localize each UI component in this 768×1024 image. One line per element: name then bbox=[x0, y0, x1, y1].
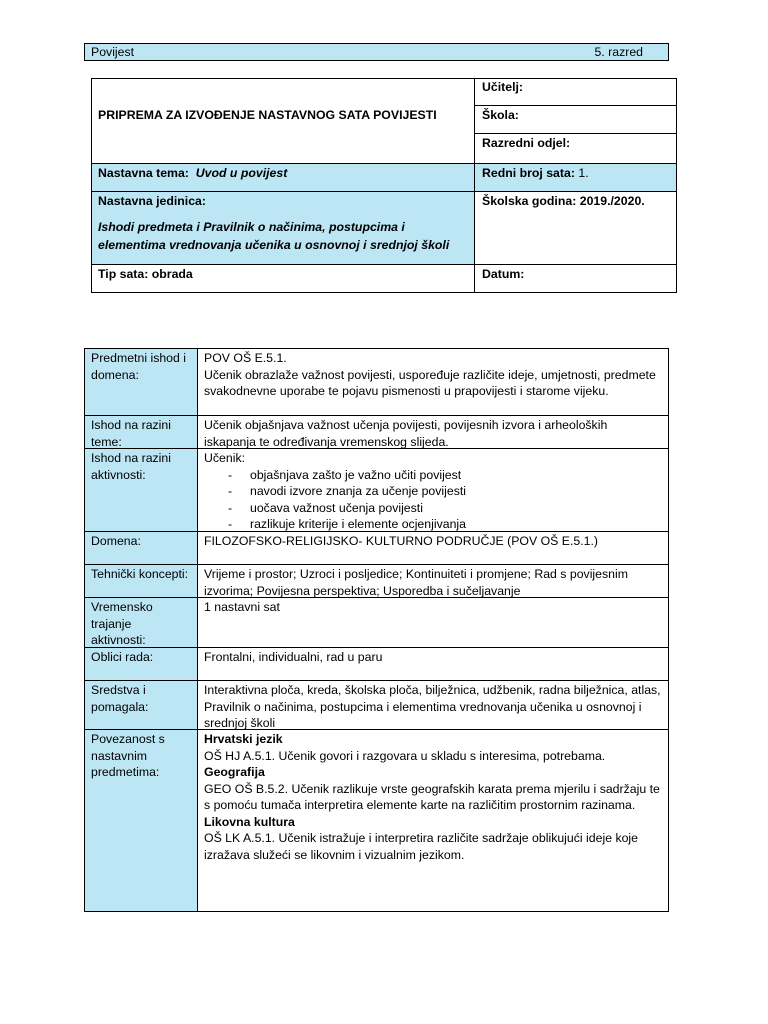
connection-text: GEO OŠ B.5.2. Učenik razlikuje vrste geografskih karata prema mjerilu i sadržaju te s pomoću tumača interpretira elemente karte na različitim prostornim razinama. bbox=[204, 781, 660, 812]
activity-outcome-list bbox=[204, 467, 662, 533]
connection-subject: Geografija bbox=[204, 765, 265, 779]
connections-value bbox=[198, 730, 668, 864]
topic: Nastavna tema: Uvod u povijest bbox=[98, 166, 288, 180]
connection-subject: Hrvatski jezik bbox=[204, 732, 283, 746]
activity-outcome-intro: Učenik: bbox=[204, 451, 246, 465]
row-divider bbox=[474, 133, 677, 134]
grade-label: 5. razred bbox=[594, 45, 643, 59]
activity-outcome-label: Ishod na razini aktivnosti: bbox=[91, 451, 171, 482]
subject-outcome-label: Predmetni ishod i domena: bbox=[91, 351, 187, 382]
duration-label: Vremensko trajanje aktivnosti: bbox=[91, 600, 153, 647]
technical-concepts-value: Vrijeme i prostor; Uzroci i posljedice; Kontinuiteti i promjene; Rad s povijesnim izvorima; Povijesna perspektiva; Usporedba i sučeljavanje bbox=[204, 567, 628, 598]
connection-text: OŠ LK A.5.1. Učenik istražuje i interpretira različite sadržaje oblikujući ideje koje izražava služeći se likovnim i vizualnim jezikom. bbox=[204, 831, 639, 862]
subject-outcome-text: Učenik obrazlaže važnost povijesti, uspoređuje različite ideje, umjetnosti, predmete svakodnevne uporabe te pojavu pismenosti u prapovijesti i starome vijeku. bbox=[204, 367, 656, 398]
row-divider bbox=[91, 264, 677, 265]
list-item: - razlikuje kriterije i elemente ocjenjivanja bbox=[204, 516, 662, 533]
date-label: Datum: bbox=[482, 267, 525, 281]
school-year: Školska godina: 2019./2020. bbox=[482, 194, 645, 208]
work-forms-value: Frontalni, individualni, rad u paru bbox=[204, 650, 383, 664]
domain-value: FILOZOFSKO-RELIGIJSKO- KULTURNO PODRUČJE (POV OŠ E.5.1.) bbox=[204, 534, 599, 548]
row-divider bbox=[474, 105, 677, 106]
topic-outcome-value: Učenik objašnjava važnost učenja povijesti, povijesnih izvora i arheoloških iskapanja te određivanja vremenskog slijeda. bbox=[204, 418, 608, 449]
materials-value: Interaktivna ploča, kreda, školska ploča, bilježnica, udžbenik, radna bilježnica, atlas, Pravilnik o načinima, postupcima i elementima vrednovanja učenika u osnovnoj i srednjoj školi bbox=[204, 683, 661, 730]
subject-outcome-code: POV OŠ E.5.1. bbox=[204, 351, 287, 365]
unit-value: Ishodi predmeta i Pravilnik o načinima, postupcima i elementima vrednovanja učenika u osnovnoj i srednjoj školi bbox=[98, 220, 450, 252]
materials-label: Sredstva i pomagala: bbox=[91, 683, 149, 714]
subject-name: Povijest bbox=[91, 45, 135, 59]
subject-outcome-value bbox=[198, 349, 668, 401]
lesson-type: Tip sata: obrada bbox=[98, 267, 193, 281]
lesson-number: Redni broj sata: 1. bbox=[482, 166, 589, 180]
unit-label: Nastavna jedinica: bbox=[98, 194, 206, 208]
technical-concepts-label: Tehnički koncepti: bbox=[91, 567, 189, 581]
school-label: Škola: bbox=[482, 108, 519, 122]
connection-subject: Likovna kultura bbox=[204, 814, 295, 829]
work-forms-label: Oblici rada: bbox=[91, 650, 154, 664]
connections-label: Povezanost s nastavnim predmetima: bbox=[91, 732, 165, 779]
connection-text: OŠ HJ A.5.1. Učenik govori i razgovara u skladu s interesima, potrebama. bbox=[204, 748, 606, 763]
list-item: - uočava važnost učenja povijesti bbox=[204, 500, 662, 517]
header-bar bbox=[84, 43, 669, 61]
teacher-label: Učitelj: bbox=[482, 80, 523, 94]
activity-outcome-value bbox=[198, 449, 668, 534]
list-item: - navodi izvore znanja za učenje povijesti bbox=[204, 483, 662, 500]
lesson-plan-title: PRIPREMA ZA IZVOĐENJE NASTAVNOG SATA POVIJESTI bbox=[98, 108, 437, 122]
duration-value: 1 nastavni sat bbox=[204, 600, 280, 614]
topic-outcome-label: Ishod na razini teme: bbox=[91, 418, 171, 449]
list-item: - objašnjava zašto je važno učiti povijest bbox=[204, 467, 662, 484]
domain-label: Domena: bbox=[91, 534, 141, 548]
class-label: Razredni odjel: bbox=[482, 136, 571, 150]
